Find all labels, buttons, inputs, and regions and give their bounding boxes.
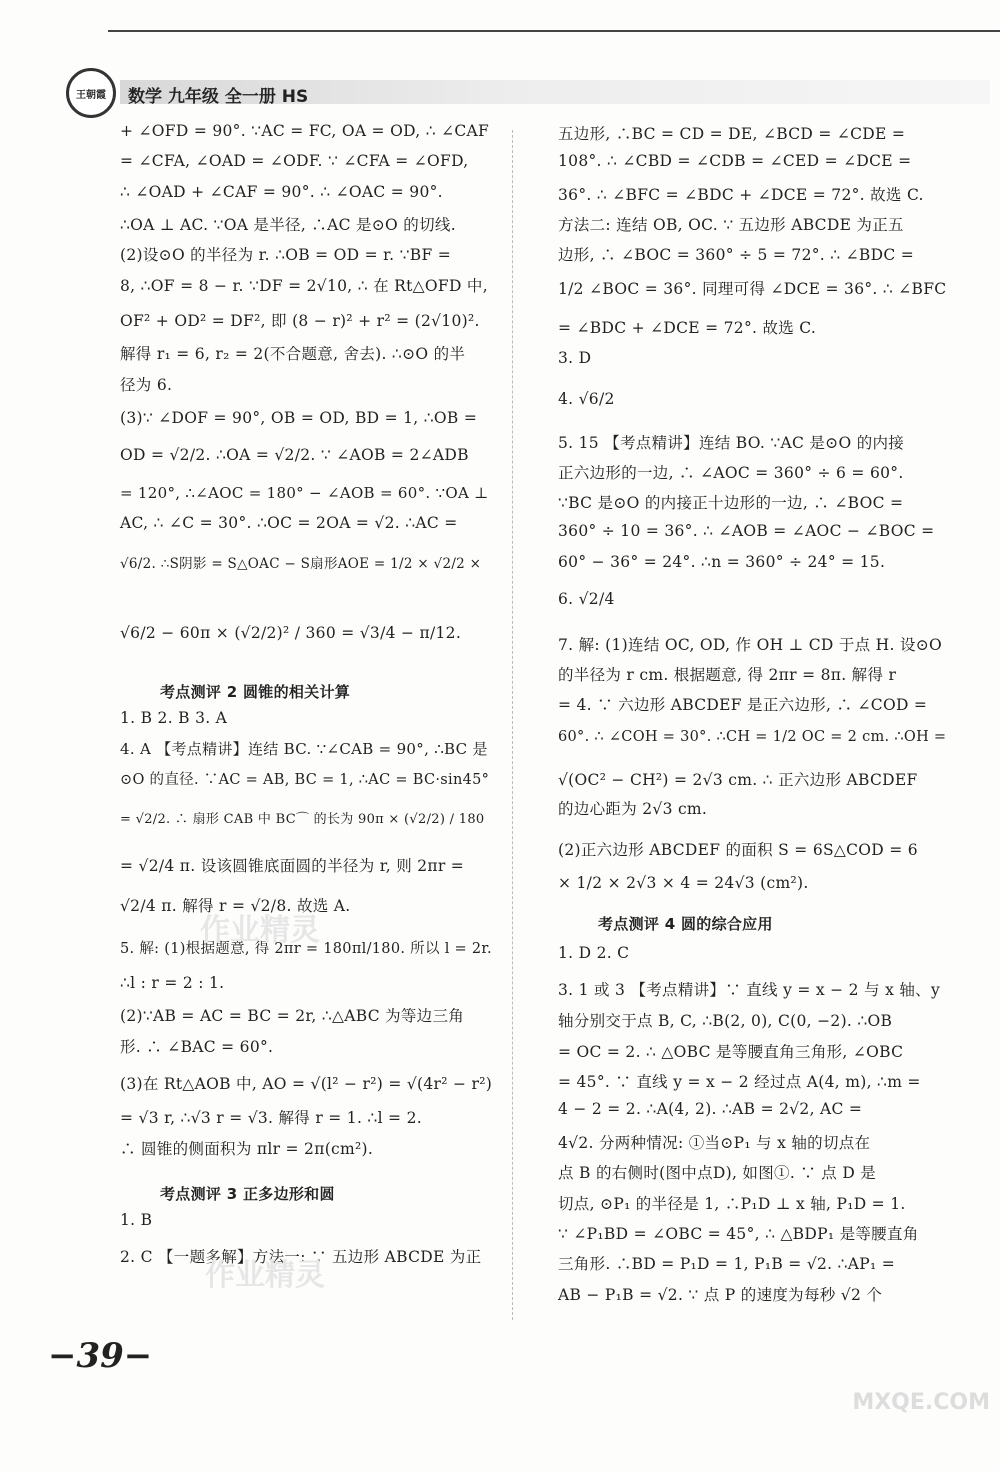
text-line: 三角形. ∴BD = P₁D = 1, P₁B = √2. ∴AP₁ = [558, 1255, 896, 1273]
text-line: 5. 解: (1)根据题意, 得 2πr = 180πl/180. 所以 l = 2r. [120, 941, 492, 957]
text-line: = ∠CFA, ∠OAD = ∠ODF. ∵ ∠CFA = ∠OFD, [120, 152, 469, 170]
text-line: (3)在 Rt△AOB 中, AO = √(l² − r²) = √(4r² − r²) [120, 1075, 493, 1093]
text-line: (2)设⊙O 的半径为 r. ∴OB = OD = r. ∵BF = [120, 246, 452, 264]
text-line: 4 − 2 = 2. ∴A(4, 2). ∴AB = 2√2, AC = [558, 1100, 863, 1118]
text-line: ∵ ∠P₁BD = ∠OBC = 45°, ∴ △BDP₁ 是等腰直角 [558, 1225, 919, 1243]
logo-text: 王朝霞 [76, 89, 106, 101]
section-heading: 考点测评 4 圆的综合应用 [598, 915, 773, 933]
text-line: = ∠BDC + ∠DCE = 72°. 故选 C. [558, 319, 817, 337]
text-line: √6/2. ∴S阴影 = S△OAC − S扇形AOE = 1/2 × √2/2 × [120, 556, 482, 572]
text-line: + ∠OFD = 90°. ∵AC = FC, OA = OD, ∴ ∠CAF [120, 122, 490, 140]
text-line: 的半径为 r cm. 根据题意, 得 2πr = 8π. 解得 r [558, 666, 897, 684]
text-line: (2)∵AB = AC = BC = 2r, ∴△ABC 为等边三角 [120, 1007, 465, 1025]
text-line: = √2/2. ∴ 扇形 CAB 中 BC⌒ 的长为 90π × (√2/2) / 180 [120, 812, 485, 827]
text-line: 切点, ⊙P₁ 的半径是 1, ∴P₁D ⊥ x 轴, P₁D = 1. [558, 1195, 906, 1213]
text-line: OF² + OD² = DF², 即 (8 − r)² + r² = (2√10)². [120, 312, 480, 330]
text-line: √6/2 − 60π × (√2/2)² / 360 = √3/4 − π/12. [120, 624, 462, 642]
text-line: 轴分别交于点 B, C, ∴B(2, 0), C(0, −2). ∴OB [558, 1012, 893, 1030]
text-line: 1. B [120, 1211, 153, 1229]
text-line: ∴OA ⊥ AC. ∵OA 是半径, ∴AC 是⊙O 的切线. [120, 216, 456, 234]
text-line: ⊙O 的直径. ∵AC = AB, BC = 1, ∴AC = BC·sin45° [120, 772, 490, 788]
text-line: 60° − 36° = 24°. ∴n = 360° ÷ 24° = 15. [558, 553, 886, 571]
text-line: 五边形, ∴BC = CD = DE, ∠BCD = ∠CDE = [558, 125, 906, 143]
text-line: √2/4 π. 解得 r = √2/8. 故选 A. [120, 897, 351, 915]
text-line: 360° ÷ 10 = 36°. ∴ ∠AOB = ∠AOC − ∠BOC = [558, 522, 935, 540]
text-line: 解得 r₁ = 6, r₂ = 2(不合题意, 舍去). ∴⊙O 的半 [120, 345, 466, 363]
text-line: = 4. ∵ 六边形 ABCDEF 是正六边形, ∴ ∠COD = [558, 696, 928, 714]
text-line: (2)正六边形 ABCDEF 的面积 S = 6S△COD = 6 [558, 841, 918, 859]
text-line: = 45°. ∵ 直线 y = x − 2 经过点 A(4, m), ∴m = [558, 1073, 921, 1091]
text-line: 4. A 【考点精讲】连结 BC. ∵∠CAB = 90°, ∴BC 是 [120, 740, 488, 758]
section-heading: 考点测评 3 正多边形和圆 [160, 1185, 335, 1203]
page-header-title: 数学 九年级 全一册 HS [128, 87, 309, 107]
text-line: 点 B 的右侧时(图中点D), 如图①. ∵ 点 D 是 [558, 1164, 877, 1182]
text-line: 的边心距为 2√3 cm. [558, 800, 708, 818]
text-line: 1. B 2. B 3. A [120, 709, 228, 727]
text-line: 7. 解: (1)连结 OC, OD, 作 OH ⊥ CD 于点 H. 设⊙O [558, 636, 943, 654]
text-line: 8, ∴OF = 8 − r. ∵DF = 2√10, ∴ 在 Rt△OFD 中, [120, 277, 488, 295]
page-number: −39− [48, 1336, 153, 1376]
text-line: AC, ∴ ∠C = 30°. ∴OC = 2OA = √2. ∴AC = [120, 514, 458, 532]
text-line: 1/2 ∠BOC = 36°. 同理可得 ∠DCE = 36°. ∴ ∠BFC [558, 280, 947, 298]
text-line: 形. ∴ ∠BAC = 60°. [120, 1038, 274, 1056]
text-line: × 1/2 × 2√3 × 4 = 24√3 (cm²). [558, 874, 809, 892]
text-line: 径为 6. [120, 376, 173, 394]
text-line: (3)∵ ∠DOF = 90°, OB = OD, BD = 1, ∴OB = [120, 409, 478, 427]
text-line: 3. 1 或 3 【考点精讲】∵ 直线 y = x − 2 与 x 轴、y [558, 981, 940, 999]
text-line: 60°. ∴ ∠COH = 30°. ∴CH = 1/2 OC = 2 cm. ∴OH = [558, 729, 947, 745]
text-line: 108°. ∴ ∠CBD = ∠CDB = ∠CED = ∠DCE = [558, 152, 912, 170]
top-rule [108, 30, 1000, 32]
text-line: = √3 r, ∴√3 r = √3. 解得 r = 1. ∴l = 2. [120, 1109, 422, 1127]
text-line: ∴l : r = 2 : 1. [120, 974, 225, 992]
text-line: 36°. ∴ ∠BFC = ∠BDC + ∠DCE = 72°. 故选 C. [558, 186, 924, 204]
text-line: ∵BC 是⊙O 的内接正十边形的一边, ∴ ∠BOC = [558, 494, 904, 512]
text-line: 方法二: 连结 OB, OC. ∵ 五边形 ABCDE 为正五 [558, 216, 904, 234]
text-line: 正六边形的一边, ∴ ∠AOC = 360° ÷ 6 = 60°. [558, 464, 904, 482]
text-line: ∴ 圆锥的侧面积为 πlr = 2π(cm²). [120, 1140, 374, 1158]
text-line: 3. D [558, 349, 592, 367]
text-line: 4. √6/2 [558, 390, 615, 408]
text-line: = 120°, ∴∠AOC = 180° − ∠AOB = 60°. ∵OA ⊥ [120, 484, 489, 502]
text-line: 2. C 【一题多解】方法一: ∵ 五边形 ABCDE 为正 [120, 1248, 482, 1266]
text-line: 5. 15 【考点精讲】连结 BO. ∵AC 是⊙O 的内接 [558, 434, 905, 452]
section-heading: 考点测评 2 圆锥的相关计算 [160, 683, 351, 701]
text-line: √(OC² − CH²) = 2√3 cm. ∴ 正六边形 ABCDEF [558, 771, 918, 789]
text-line: 边形, ∴ ∠BOC = 360° ÷ 5 = 72°. ∴ ∠BDC = [558, 246, 915, 264]
column-divider [512, 130, 513, 1320]
text-line: OD = √2/2. ∴OA = √2/2. ∵ ∠AOB = 2∠ADB [120, 446, 469, 464]
text-line: 1. D 2. C [558, 944, 630, 962]
text-line: = OC = 2. ∴ △OBC 是等腰直角三角形, ∠OBC [558, 1043, 904, 1061]
text-line: AB − P₁B = √2. ∵ 点 P 的速度为每秒 √2 个 [558, 1286, 883, 1304]
publisher-logo [66, 68, 116, 118]
faint-watermark: 作业精灵 [200, 913, 320, 948]
text-line: ∴ ∠OAD + ∠CAF = 90°. ∴ ∠OAC = 90°. [120, 183, 443, 201]
text-line: 6. √2/4 [558, 590, 615, 608]
text-line: 4√2. 分两种情况: ①当⊙P₁ 与 x 轴的切点在 [558, 1134, 871, 1152]
faint-watermark: 作业精灵 [205, 1258, 325, 1293]
site-watermark: MXQE.COM [852, 1390, 990, 1415]
text-line: = √2/4 π. 设该圆锥底面圆的半径为 r, 则 2πr = [120, 857, 465, 875]
